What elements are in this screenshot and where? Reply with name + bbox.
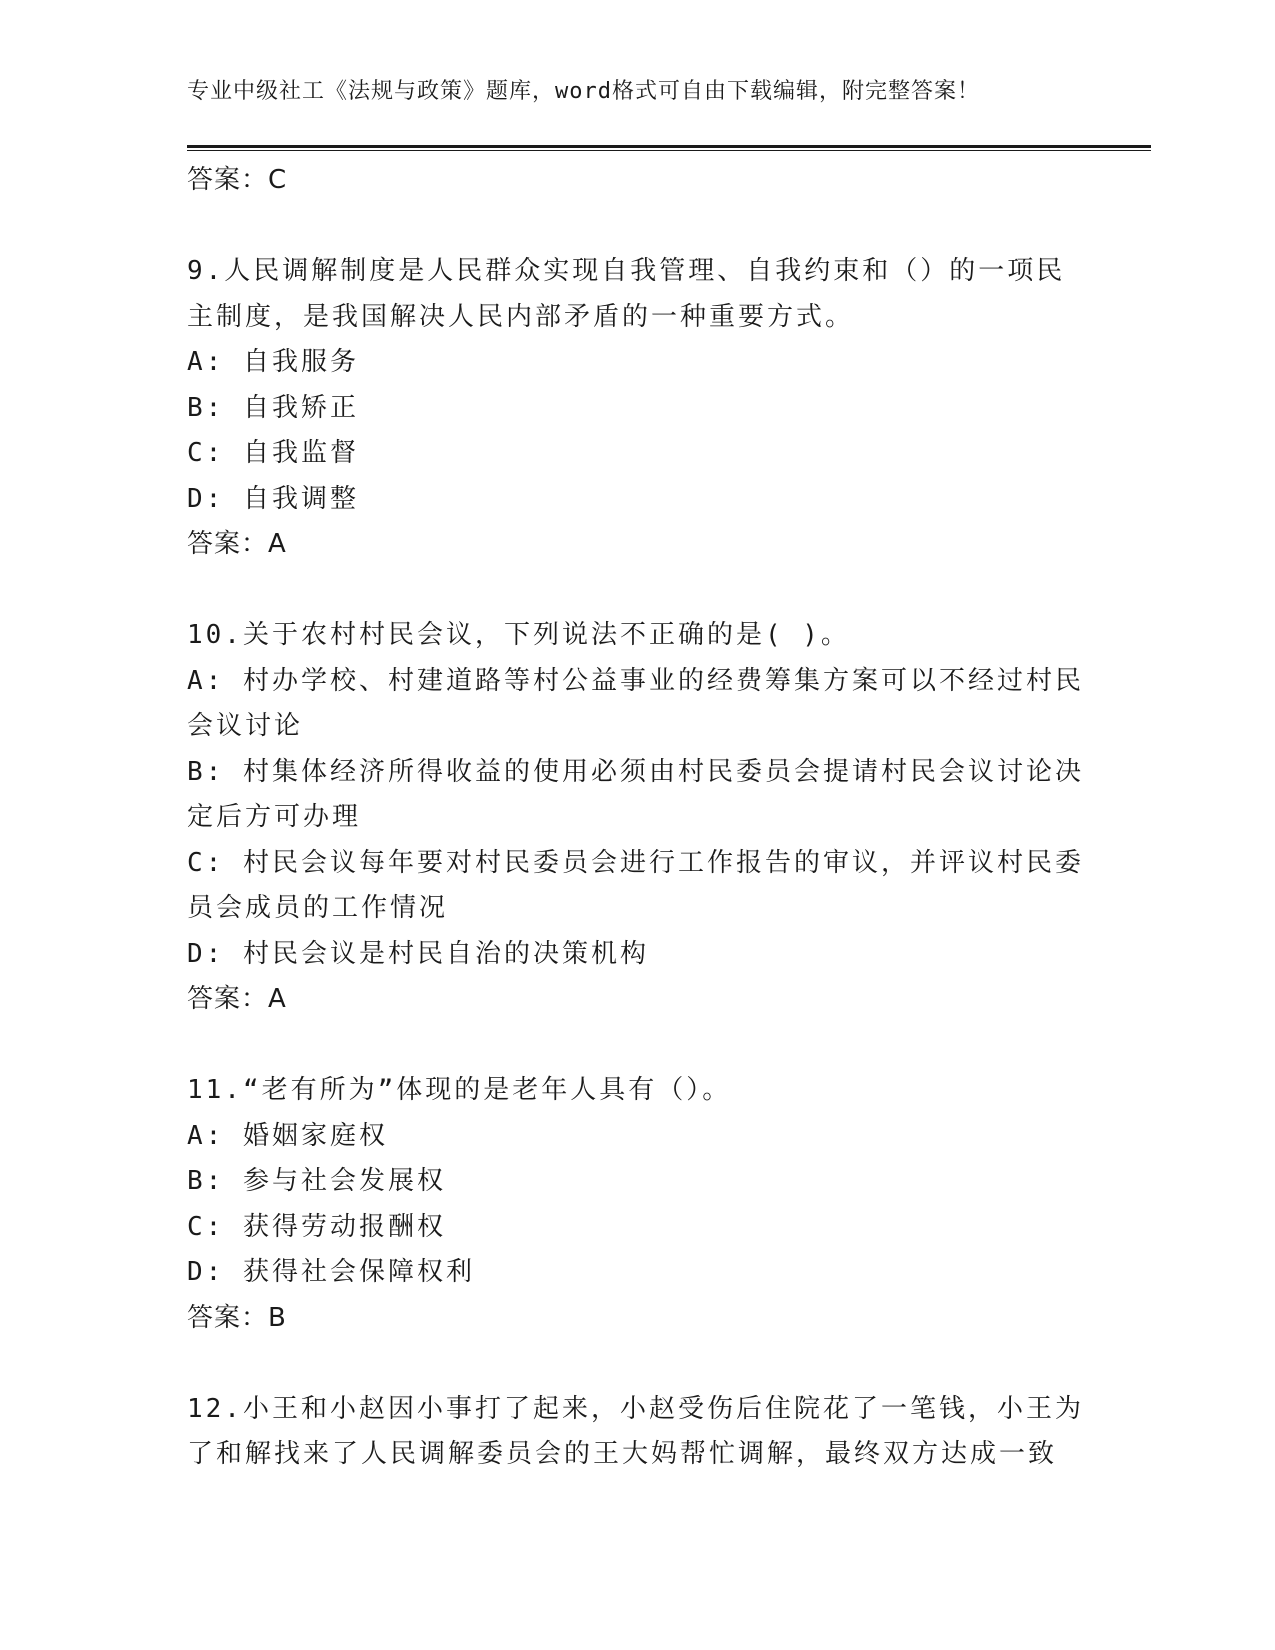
option-a: A: 婚姻家庭权 [187, 1120, 388, 1151]
question-stem: 主制度，是我国解决人民内部矛盾的一种重要方式。 [187, 301, 855, 332]
option-c-continued: 员会成员的工作情况 [187, 893, 449, 923]
answer-line: 答案：A [187, 529, 287, 559]
question-content [187, 158, 1087, 1478]
option-a: A: 自我服务 [187, 347, 359, 377]
question-stem: 了和解找来了人民调解委员会的王大妈帮忙调解，最终双方达成一致 [187, 1439, 1058, 1469]
answer-line: 答案：B [187, 1302, 287, 1333]
question-stem: 11.“老有所为”体现的是老年人具有（）。 [187, 1075, 732, 1105]
option-d: D: 村民会议是村民自治的决策机构 [187, 938, 649, 969]
spacer [187, 204, 1087, 250]
spacer [187, 1341, 1087, 1387]
option-c: C: 自我监督 [187, 438, 359, 468]
option-a: A: 村办学校、村建道路等村公益事业的经费筹集方案可以不经过村民 [187, 665, 1084, 696]
option-b-continued: 定后方可办理 [187, 802, 362, 832]
option-c: C: 获得劳动报酬权 [187, 1211, 446, 1242]
spacer [187, 1023, 1087, 1069]
answer-line: 答案：C [187, 165, 288, 195]
header-rule-thick [187, 145, 1151, 148]
spacer [187, 568, 1087, 614]
option-d: D: 自我调整 [187, 483, 359, 514]
question-stem: 12.小王和小赵因小事打了起来，小赵受伤后住院花了一笔钱，小王为 [187, 1393, 1084, 1424]
question-block [187, 1387, 1087, 1478]
option-d: D: 获得社会保障权利 [187, 1257, 475, 1287]
option-c: C: 村民会议每年要对村民委员会进行工作报告的审议，并评议村民委 [187, 847, 1084, 878]
page-header: 专业中级社工《法规与政策》题库，word格式可自由下载编辑，附完整答案！ [187, 79, 980, 104]
question-stem: 10.关于农村村民会议，下列说法不正确的是( )。 [187, 620, 850, 650]
header-rule-thin [187, 150, 1151, 151]
question-block [187, 249, 1087, 568]
question-block [187, 1068, 1087, 1341]
option-b: B: 自我矫正 [187, 392, 359, 423]
option-b: B: 村集体经济所得收益的使用必须由村民委员会提请村民会议讨论决 [187, 756, 1084, 787]
answer-line: 答案：A [187, 984, 287, 1014]
option-b: B: 参与社会发展权 [187, 1166, 446, 1196]
option-a-continued: 会议讨论 [187, 711, 304, 741]
question-stem: 9.人民调解制度是人民群众实现自我管理、自我约束和（）的一项民 [187, 256, 1066, 286]
question-block [187, 613, 1087, 1023]
